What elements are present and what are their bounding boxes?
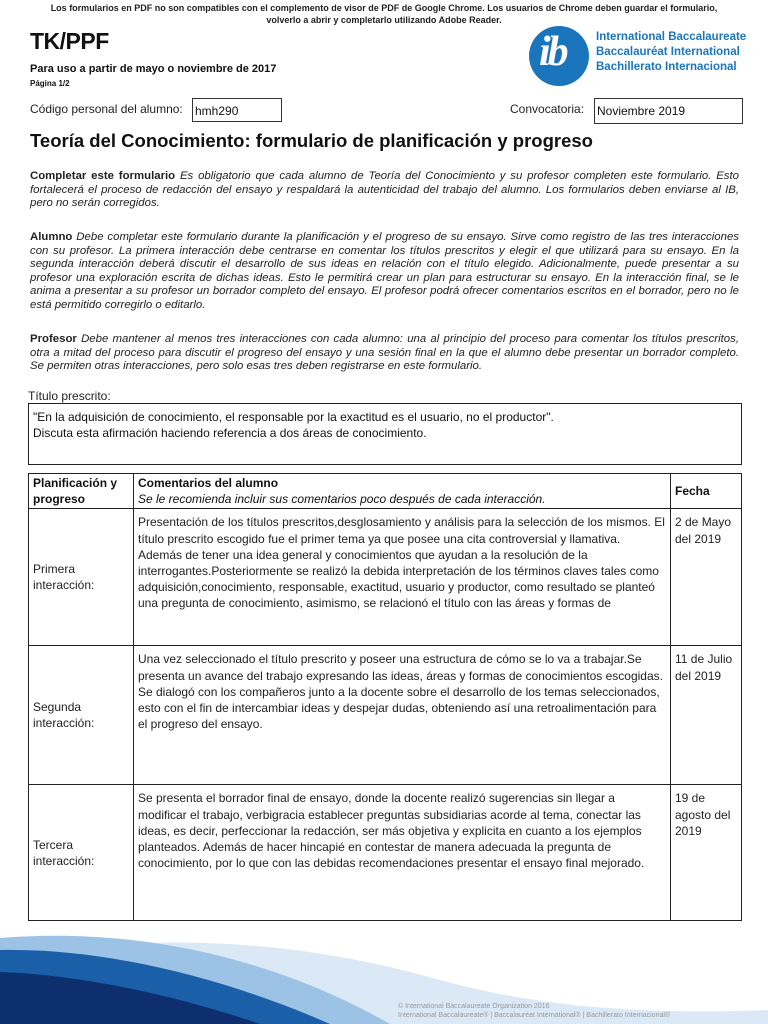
table-row	[29, 646, 742, 785]
ib-logo-letters: ib	[539, 29, 566, 75]
copyright-line1: © International Baccalaureate Organization 2016	[398, 1003, 550, 1010]
teacher-paragraph	[30, 333, 739, 374]
prescribed-title-field[interactable]	[28, 403, 742, 465]
prescribed-title-line2: Discuta esta afirmación haciendo referencia a dos áreas de conocimiento.	[33, 426, 427, 440]
session-field[interactable]: Noviembre 2019	[594, 98, 743, 124]
chrome-notice	[0, 2, 768, 26]
stage-cell: Tercera interacción:	[29, 785, 134, 921]
copyright-notice	[398, 1002, 670, 1020]
teacher-text: Debe mantener al menos tres interacciones con cada alumno: una al principio del proceso para comentar los títulos prescritos, otra a mitad del proceso para discutir el progreso del ensayo y una sesión final en la que el alumno debe presentar un borrador completo. Se permiten otras interacciones, pero solo esas tres deben registrarse en este formulario.	[30, 333, 739, 373]
student-heading: Alumno	[30, 231, 73, 243]
validity-note: Para uso a partir de mayo o noviembre de 2017	[30, 63, 277, 75]
session-label: Convocatoria:	[510, 102, 585, 116]
comments-header-subtitle: Se le recomienda incluir sus comentarios poco después de cada interacción.	[138, 492, 546, 507]
comment-cell[interactable]: Presentación de los títulos prescritos,desglosamiento y análisis para la selección de los mismos. El título prescrito escogido fue el primer tema ya que posee una cita controversial y llamativa. Además de tener una idea general y conocimientos que ayudan a la resolución de la interrogantes.Posteriormente se realizó la debida interpretación de los términos claves tales como adquisición,conocimiento, responsable, exactitud, usuario y productor, como resultado se planteó una pregunta de conocimiento, asimismo, se relacionó el título con las áreas y formas de	[134, 509, 671, 646]
ib-logo-line-en: International Baccalaureate	[596, 31, 747, 43]
ib-logo-line-fr: Baccalauréat International	[596, 46, 740, 58]
student-code-field[interactable]: hmh290	[192, 98, 282, 122]
table-header-row	[29, 474, 742, 509]
date-cell[interactable]: 19 de agosto del 2019	[671, 785, 742, 921]
student-text: Debe completar este formulario durante la planificación y el progreso de su ensayo. Sirve como registro de las tres interacciones con su profesor. La primera interacción debe centrarse en comentar los títulos prescritos y elegir el que utilizará para su ensayo. En la segunda interacción deberá discutir el desarrollo de sus ideas en relación con el título elegido. Adicionalmente, puede presentar a su profesor una exploración escrita de dichas ideas. Esto le permitirá crear un plan para estructurar su ensayo. En la interacción final, se le anima a presentar a su profesor un borrador completo del ensayo. El profesor podrá ofrecer comentarios escritos en el borrador, pero no le está permitido corregirlo o editarlo.	[30, 231, 739, 311]
comment-cell[interactable]: Una vez seleccionado el título prescrito y poseer una estructura de cómo se lo va a trabajar.Se presenta un avance del trabajo expresando las ideas, áreas y formas de conocimientos escogidas. Se dialogó con los compañeros junto a la docente sobre el desarrollo de los temas seleccionados, esto con el fin de intercambiar ideas y despejar dudas, obteniendo así una retroalimentación para el progreso del ensayo.	[134, 646, 671, 785]
page-title: Teoría del Conocimiento: formulario de planificación y progreso	[30, 130, 593, 151]
prescribed-title-label: Título prescrito:	[28, 389, 111, 403]
planning-table	[28, 473, 742, 921]
prescribed-title-line1: "En la adquisición de conocimiento, el responsable por la exactitud es el usuario, no el productor".	[33, 410, 554, 424]
teacher-heading: Profesor	[30, 333, 77, 345]
table-row	[29, 785, 742, 921]
stage-cell: Primera interacción:	[29, 509, 134, 646]
chrome-notice-line1: Los formularios en PDF no son compatibles con el complemento de visor de PDF de Google Chrome. Los usuarios de Chrome deben guardar el formulario,	[50, 3, 718, 13]
date-cell[interactable]: 2 de Mayo del 2019	[671, 509, 742, 646]
ib-logo-mark	[529, 26, 589, 86]
stage-column-header: Planificación y progreso	[29, 474, 134, 509]
date-column-header: Fecha	[671, 474, 742, 509]
chrome-notice-line2: volverlo a abrir y completarlo utilizando Adobe Reader.	[266, 15, 502, 25]
stage-cell: Segunda interacción:	[29, 646, 134, 785]
comments-header-title: Comentarios del alumno	[138, 476, 279, 490]
ib-logo	[529, 26, 747, 92]
table-row	[29, 509, 742, 646]
complete-form-text: Es obligatorio que cada alumno de Teoría del Conocimiento y su profesor completen este formulario. Esto fortalecerá el proceso de redacción del ensayo y respaldará la autenticidad del trabajo del alumno. Los formularios deben enviarse al IB, pero no serán corregidos.	[30, 170, 739, 210]
student-paragraph	[30, 231, 739, 313]
copyright-line2: International Baccalaureate® | Baccalauréat International® | Bachillerato Internacional®	[398, 1012, 671, 1019]
comments-column-header	[134, 474, 671, 509]
complete-form-heading: Completar este formulario	[30, 170, 176, 182]
student-code-label: Código personal del alumno:	[30, 102, 183, 116]
ib-logo-line-es: Bachillerato Internacional	[596, 61, 737, 73]
ib-logo-text	[596, 30, 746, 75]
complete-form-paragraph	[30, 170, 739, 211]
comment-cell[interactable]: Se presenta el borrador final de ensayo, donde la docente realizó sugerencias sin llegar a modificar el trabajo, verbigracia establecer preguntas subsidiarias acorde al tema, conectar las ideas, es decir, perfeccionar la redacción, ser más objetiva y explicita en cuanto a los ejemplos planteados. Además de hacer hincapié en contestar de manera adecuada la pregunta de conocimiento, por lo que con las debidas recomendaciones presentar el ensayo final mejorado.	[134, 785, 671, 921]
form-code: TK/PPF	[30, 28, 109, 54]
date-cell[interactable]: 11 de Julio del 2019	[671, 646, 742, 785]
page-number: Página 1/2	[30, 79, 70, 88]
